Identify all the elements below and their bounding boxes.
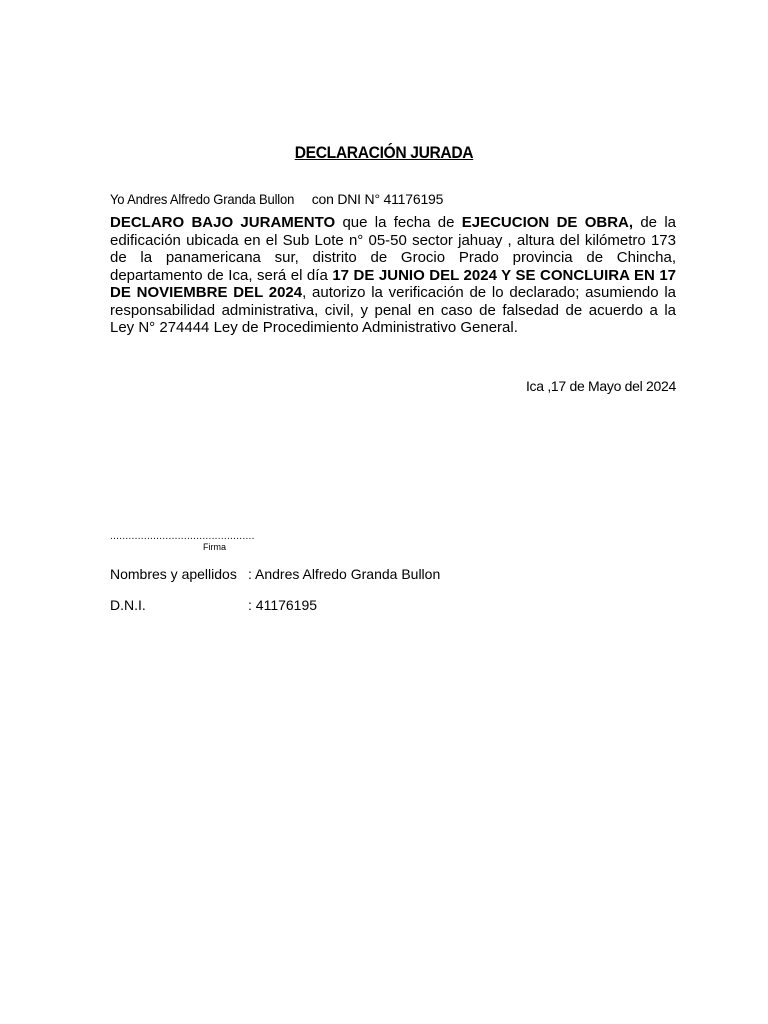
signature-label: Firma bbox=[203, 542, 226, 552]
declarant-intro bbox=[110, 191, 443, 207]
declarant-name: Yo Andres Alfredo Granda Bullon bbox=[110, 191, 295, 207]
field-label: Nombres y apellidos bbox=[110, 566, 237, 582]
body-text-3: , autorizo la verificación de lo declarado; asumiendo la responsabilidad administrativa, civil, y penal en caso de falsedad de acuerdo a la Ley N° 274444 Ley de Procedimiento Administrativo General. bbox=[110, 284, 677, 336]
place-date: Ica ,17 de Mayo del 2024 bbox=[525, 378, 676, 394]
field-dni bbox=[110, 597, 317, 613]
declaration-heading: DECLARO BAJO JURAMENTO bbox=[110, 214, 336, 231]
work-dates: 17 DE JUNIO DEL 2024 Y SE CONCLUIRA EN 17 DE NOVIEMBRE DEL 2024 bbox=[110, 266, 677, 301]
field-value: : Andres Alfredo Granda Bullon bbox=[248, 566, 441, 582]
field-value: : 41176195 bbox=[248, 597, 318, 613]
document-title: DECLARACIÓN JURADA bbox=[294, 143, 474, 162]
field-label: D.N.I. bbox=[110, 597, 146, 613]
body-text-1: que la fecha de bbox=[335, 214, 462, 231]
work-type: EJECUCION DE OBRA, bbox=[461, 214, 634, 231]
signature-line: ............................................... bbox=[110, 531, 255, 542]
body-text-2: de la edificación ubicada en el Sub Lote n° 05-50 sector jahuay , altura del kilómetro 173 de la panamericana sur, distrito de Grocio Prado provincia de Chincha, departamento de Ica, será el día bbox=[110, 214, 677, 284]
declarant-dni: con DNI N° 41176195 bbox=[311, 191, 444, 207]
declaration-body bbox=[110, 214, 676, 337]
field-full-name bbox=[110, 566, 440, 582]
